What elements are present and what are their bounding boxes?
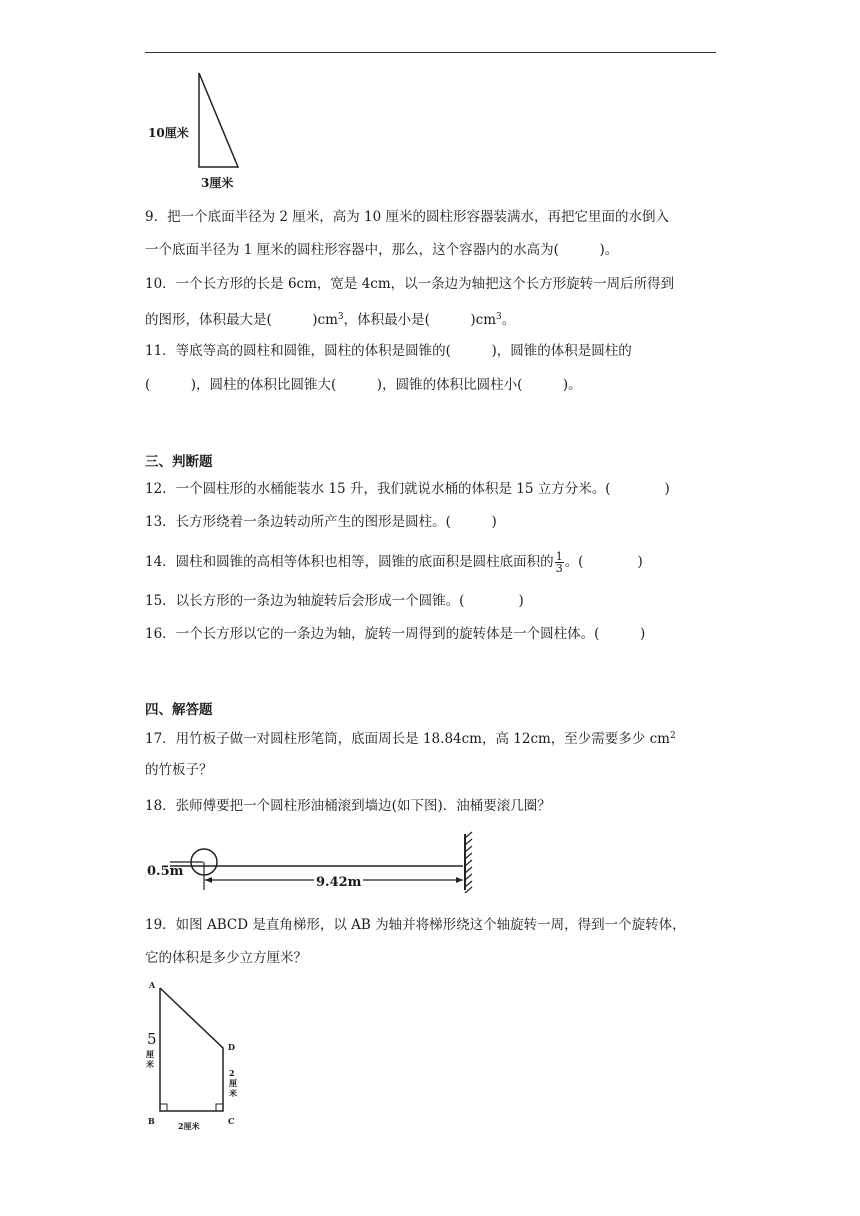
- arrow-left-head: [205, 877, 212, 883]
- one-third-fraction: [555, 551, 564, 574]
- fraction-numerator: 1: [555, 550, 563, 563]
- q17-text-a: 17．用竹板子做一对圆柱形笔筒，底面周长是 18.84cm，高 12cm，至少需要多少 cm: [145, 731, 670, 747]
- ab-length-unit: 厘米: [146, 1049, 154, 1069]
- q10-line1: 10．一个长方形的长是 6cm，宽是 4cm，以一条边为轴把这个长方形旋转一周后所得到: [145, 276, 675, 292]
- q19-line1: 19．如图 ABCD 是直角梯形，以 AB 为轴并将梯形绕这个轴旋转一周，得到一个旋转体，: [145, 917, 686, 933]
- q19-line2: 它的体积是多少立方厘米？: [145, 950, 307, 966]
- q11-line1: 11．等底等高的圆柱和圆锥，圆柱的体积是圆锥的( )，圆锥的体积是圆柱的: [145, 343, 632, 359]
- section-3-title: 三、判断题: [145, 454, 213, 470]
- vertex-a-label: A: [149, 980, 156, 990]
- barrel-figure: [145, 828, 480, 898]
- q13-text: 13．长方形绕着一条边转动所产生的图形是圆柱。( ): [145, 514, 497, 530]
- q14-text: [145, 551, 643, 574]
- q15-text: 15．以长方形的一条边为轴旋转后会形成一个圆锥。( ): [145, 593, 524, 609]
- section-4-title: 四、解答题: [145, 702, 213, 718]
- vertex-b-label: B: [148, 1116, 155, 1126]
- vertex-c-label: C: [228, 1116, 235, 1126]
- wall-hatching: [465, 832, 472, 893]
- trapezoid-figure: [150, 980, 230, 1120]
- barrel-distance-label: 9.42m: [316, 875, 362, 890]
- bc-length-label: 2厘米: [178, 1121, 200, 1131]
- barrel-radius-label: 0.5m: [147, 864, 184, 879]
- header-rule: [145, 52, 716, 53]
- q10-text-a: 的图形，体积最大是( )cm: [145, 312, 338, 328]
- fraction-denominator: 3: [555, 562, 563, 575]
- q10-text-c: 。: [501, 312, 516, 328]
- right-angle-b: [160, 1104, 167, 1111]
- q12-text: 12．一个圆柱形的水桶能装水 15 升，我们就说水桶的体积是 15 立方分米。( ): [145, 481, 670, 497]
- dc-length-label: 2厘米: [229, 1068, 237, 1098]
- q18-text: 18．张师傅要把一个圆柱形油桶滚到墙边(如下图)．油桶要滚几圈？: [145, 798, 551, 814]
- ab-length-number: 5: [147, 1030, 157, 1048]
- arrow-right-head: [456, 877, 463, 883]
- triangle-base-label: 3厘米: [201, 176, 234, 190]
- q17-line2: 的竹板子？: [145, 762, 213, 778]
- triangle-figure: [195, 70, 245, 170]
- q9-line2: 一个底面半径为 1 厘米的圆柱形容器中，那么，这个容器内的水高为( )。: [145, 242, 619, 258]
- q17-sup: 2: [669, 731, 676, 741]
- triangle-height-label: 10厘米: [148, 126, 189, 140]
- vertex-d-label: D: [228, 1042, 235, 1052]
- trapezoid-shape: [160, 988, 223, 1111]
- q10-sup-2: 3: [496, 312, 502, 322]
- q11-line2: ( )，圆柱的体积比圆锥大( )，圆锥的体积比圆柱小( )。: [145, 377, 582, 393]
- right-angle-c: [216, 1104, 223, 1111]
- q17-line1: [145, 726, 676, 749]
- q16-text: 16．一个长方形以它的一条边为轴，旋转一周得到的旋转体是一个圆柱体。( ): [145, 626, 646, 642]
- triangle-shape: [199, 73, 238, 167]
- q14-text-a: 14．圆柱和圆锥的高相等体积也相等，圆锥的底面积是圆柱底面积的: [145, 554, 554, 570]
- q9-line1: 9．把一个底面半径为 2 厘米，高为 10 厘米的圆柱形容器装满水，再把它里面的水倒入: [145, 209, 670, 225]
- q10-text-b: ，体积最小是( )cm: [343, 312, 497, 328]
- q14-text-b: 。( ): [564, 554, 643, 570]
- q10-line2: [145, 307, 515, 330]
- q10-sup-1: 3: [337, 312, 344, 322]
